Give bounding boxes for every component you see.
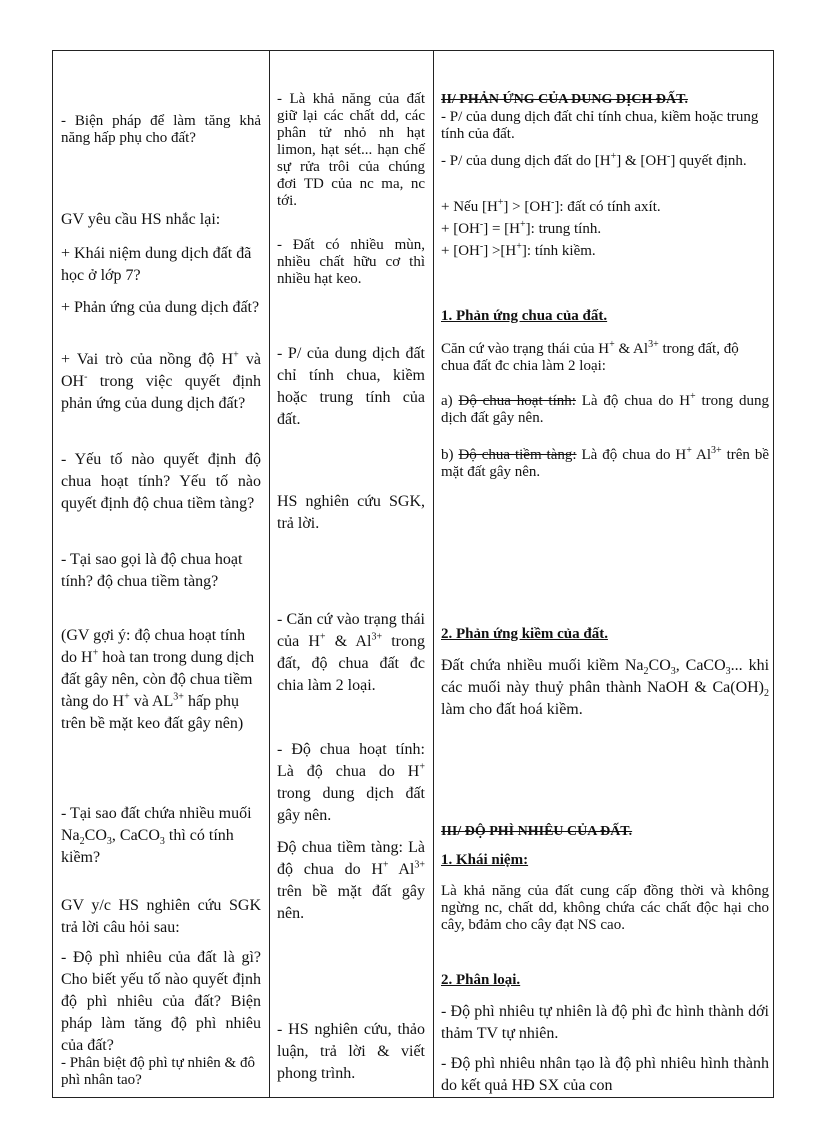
content-potential-acidity: b) Độ chua tiềm tàng: Là độ chua do H+ $Al^{3+}$ trên bề mặt đất gây nên.	[441, 445, 769, 480]
content-active-acidity: a) Độ chua hoạt tính: Là độ chua do H+ trong dung dịch đất gây nên.	[441, 391, 770, 426]
column-divider-2	[433, 51, 434, 1097]
lesson-content-column	[435, 51, 775, 1097]
subheading-concept: 1. Khái niệm:	[441, 852, 529, 868]
question-soil-solution: + Khái niệm dung dịch đất đã học ở lớp 7?	[61, 245, 252, 284]
teacher-activity-column	[53, 51, 269, 1097]
teacher-request: GV y/c HS nghiên cứu SGK trả lời câu hỏi sau:	[61, 897, 261, 936]
lesson-table	[52, 50, 774, 1098]
content-reaction-def: - P/ của dung dịch đất chỉ tính chua, kiềm hoặc trung tính của đất.	[441, 109, 759, 142]
answer-acidity-basis: - Căn cứ vào trạng thái của H+ & $Al^{3+}$ trong đất, độ chua đất đc chia làm 2 loại.	[277, 611, 426, 694]
subheading-acid-reaction: 1. Phản ứng chua của đất.	[441, 308, 608, 324]
teacher-hint: (GV gợi ý: độ chua hoạt tính do H+ hoà tan trong dung dịch đất gây nên, còn độ chua tiềm tàng do H+ và $AL^{3+}$ hấp phụ trên bề mặt keo đất gây nên)	[61, 627, 255, 732]
subheading-classification: 2. Phân loại.	[441, 972, 521, 988]
section-heading-fertility: III/ ĐỘ PHÌ NHIÊU CỦA ĐẤT.	[441, 824, 633, 839]
question-fertility-types: - Phân biệt độ phì tự nhiên & đô phì nhân tao?	[61, 1055, 255, 1088]
column-divider-1	[269, 51, 270, 1097]
answer-active-acidity: - Độ chua hoạt tính: Là độ chua do H+ trong dung dịch đất gây nên.	[277, 741, 425, 824]
answer-research: HS nghiên cứu SGK, trả lời.	[277, 493, 425, 532]
answer-fertility-discussion: - HS nghiên cứu, thảo luận, trả lời & viết phong trình.	[277, 1021, 425, 1082]
content-alkaline-case: + [OH-] >[H+]: tính kiềm.	[441, 241, 596, 259]
question-concentration: + Vai trò của nồng độ H+ và OH- trong việc quyết định phản ứng của dung dịch đất?	[61, 349, 261, 412]
content-fertility-def: Là khả năng của đất cung cấp đồng thời và không ngừng nc, chất dd, không chứa các chất độc hại cho cây, bđảm cho cây đạt NS cao.	[441, 883, 769, 933]
question-acidity-names: - Tại sao gọi là độ chua hoạt tính? độ chua tiềm tàng?	[61, 551, 243, 590]
answer-reaction: - P/ của dung dịch đất chỉ tính chua, kiềm hoặc trung tính của đất.	[277, 345, 425, 428]
question-reaction: + Phản ứng của dung dịch đất?	[61, 299, 260, 316]
content-alkaline-salts: Đất chứa nhiều muối kiềm $Na_2CO_3$, CaCO$_3$... khi các muối này thuỷ phân thành NaOH & $Ca(OH)_2$ làm cho đất hoá kiềm.	[441, 657, 770, 718]
content-acidic-case: + Nếu [H+] > [OH-]: đất có tính axít.	[441, 197, 661, 215]
content-artificial-fertility: - Độ phì nhiêu nhân tạo là độ phì nhiêu hình thành do kết quả HĐ SX của con	[441, 1055, 769, 1094]
question-acidity-factors: - Yếu tố nào quyết định độ chua hoạt tính? Yếu tố nào quyết định độ chua tiềm tàng?	[61, 451, 261, 512]
answer-humus: - Đất có nhiều mùn, nhiều chất hữu cơ thì nhiều hạt keo.	[277, 237, 425, 287]
content-acidity-basis: Căn cứ vào trạng thái của H+ & $Al^{3+}$ trong đất, độ chua đất đc chia làm 2 loại:	[441, 339, 739, 374]
subheading-alkaline-reaction: 2. Phản ứng kiềm của đất.	[441, 626, 608, 642]
student-activity-column	[271, 51, 431, 1097]
question-alkalinity: - Tại sao đất chứa nhiều muối $Na_2CO_3$, CaCO$_3$ thì có tính kiềm?	[61, 805, 252, 866]
content-neutral-case: + [OH-] = [H+]: trung tính.	[441, 219, 602, 237]
answer-adsorption: - Là khả năng của đất giữ lại các chất dd, các phân tử nhỏ nh hạt limon, hạt sét... hạn chế sự rửa trôi của chúng đơi TD của nc ma, nc tới.	[277, 91, 425, 209]
answer-potential-acidity: Độ chua tiềm tàng: Là độ chua do H+ $Al^{3+}$ trên bề mặt đất gây nên.	[277, 839, 425, 922]
teacher-instruction: GV yêu cầu HS nhắc lại:	[61, 211, 221, 228]
question-adsorption: - Biện pháp để làm tăng khả năng hấp phụ cho đất?	[61, 113, 261, 146]
section-heading-reaction: II/ PHẢN ỨNG CỦA DUNG DỊCH ĐẤT.	[441, 92, 688, 107]
content-reaction-ions: - P/ của dung dịch đất do [H+] & [OH-] quyết định.	[441, 151, 747, 169]
content-natural-fertility: - Độ phì nhiêu tự nhiên là độ phì đc hình thành dới thảm TV tự nhiên.	[441, 1003, 769, 1042]
question-fertility: - Độ phì nhiêu của đất là gì? Cho biết yếu tố nào quyết định độ phì nhiêu của đất? Biện pháp làm tăng độ phì nhiêu của đất?	[61, 949, 261, 1054]
